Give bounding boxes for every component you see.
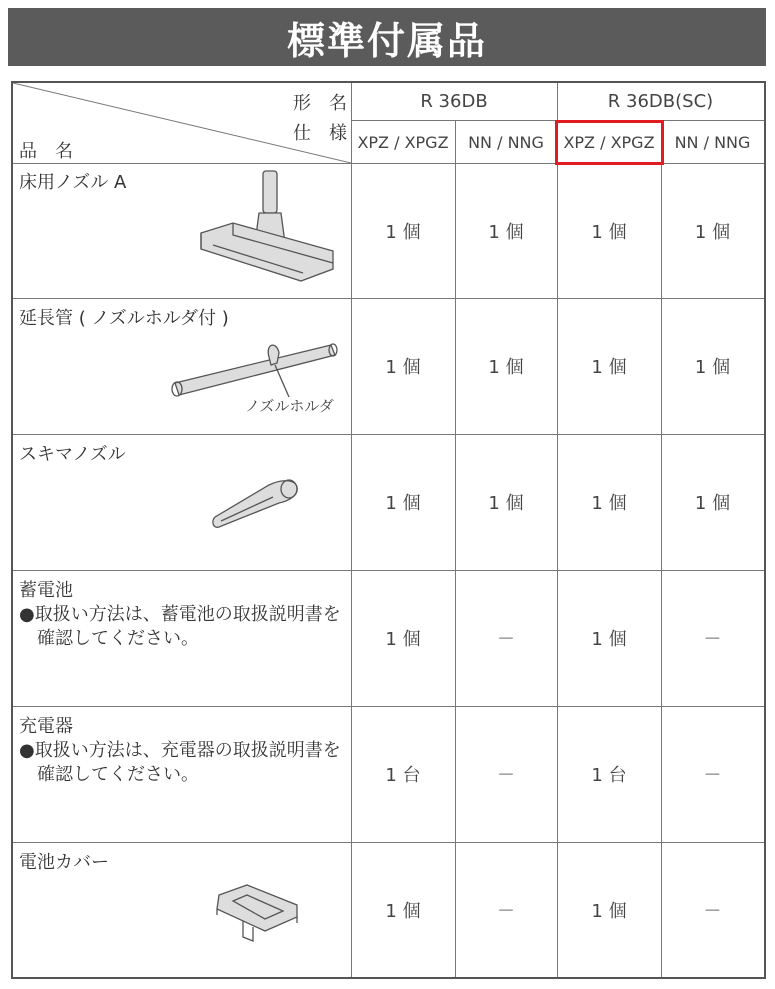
qty: 1 個 bbox=[488, 221, 524, 243]
qty: 1 個 bbox=[488, 357, 524, 378]
qty: 1 個 bbox=[385, 629, 421, 650]
qty: － bbox=[497, 900, 515, 922]
qty: 1 個 bbox=[591, 493, 627, 514]
qty: 1 個 bbox=[591, 221, 627, 243]
spec-r36dbsc-xpz: XPZ / XPGZ bbox=[563, 132, 655, 152]
qty: 1 個 bbox=[385, 493, 421, 514]
qty: 1 台 bbox=[385, 765, 421, 786]
crevice-nozzle-icon bbox=[209, 475, 309, 535]
highlight-box bbox=[555, 120, 664, 165]
spec-r36db-nn: NN / NNG bbox=[468, 132, 544, 152]
page-title: 標準付属品 bbox=[8, 8, 766, 66]
qty: 1 個 bbox=[694, 357, 731, 378]
qty: － bbox=[703, 765, 722, 786]
qty: 1 個 bbox=[488, 493, 524, 514]
battery-cover-icon bbox=[213, 883, 303, 947]
spec-label: 仕 様 bbox=[293, 123, 347, 144]
model-label: 形 名 bbox=[293, 93, 347, 114]
item-name-battery: 蓄電池 bbox=[19, 580, 73, 601]
item-name-extension-pipe: 延長管 ( ノズルホルダ付 ) bbox=[19, 308, 229, 329]
qty: 1 個 bbox=[591, 357, 627, 378]
item-name-crevice-nozzle: スキマノズル bbox=[19, 444, 126, 465]
battery-note-line2: 確認してください。 bbox=[37, 628, 199, 649]
qty: － bbox=[497, 629, 515, 650]
qty: 1 個 bbox=[694, 493, 731, 514]
item-name-battery-cover: 電池カバー bbox=[19, 852, 109, 873]
nozzle-holder-callout: ノズルホルダ bbox=[245, 397, 334, 415]
qty: 1 台 bbox=[591, 765, 627, 786]
item-label: 品 名 bbox=[19, 141, 73, 162]
qty: 1 個 bbox=[385, 900, 421, 922]
model-r36db: R 36DB bbox=[420, 91, 488, 112]
accessories-table bbox=[11, 81, 766, 979]
charger-note-line1: ●取扱い方法は、充電器の取扱説明書を bbox=[19, 740, 341, 761]
qty: － bbox=[497, 765, 515, 786]
item-name-floor-nozzle: 床用ノズル A bbox=[19, 172, 127, 193]
qty: 1 個 bbox=[385, 221, 421, 243]
spec-r36db-xpz: XPZ / XPGZ bbox=[357, 132, 449, 152]
qty: 1 個 bbox=[385, 357, 421, 378]
spec-r36dbsc-nn: NN / NNG bbox=[674, 132, 751, 152]
qty: 1 個 bbox=[591, 900, 627, 922]
qty: 1 個 bbox=[591, 629, 627, 650]
qty: － bbox=[703, 900, 722, 922]
floor-nozzle-icon bbox=[193, 169, 343, 289]
item-name-charger: 充電器 bbox=[19, 716, 73, 737]
model-r36db-sc: R 36DB(SC) bbox=[607, 91, 714, 112]
charger-note-line2: 確認してください。 bbox=[37, 764, 199, 785]
battery-note-line1: ●取扱い方法は、蓄電池の取扱説明書を bbox=[19, 604, 341, 625]
qty: 1 個 bbox=[694, 221, 731, 243]
qty: － bbox=[703, 629, 722, 650]
